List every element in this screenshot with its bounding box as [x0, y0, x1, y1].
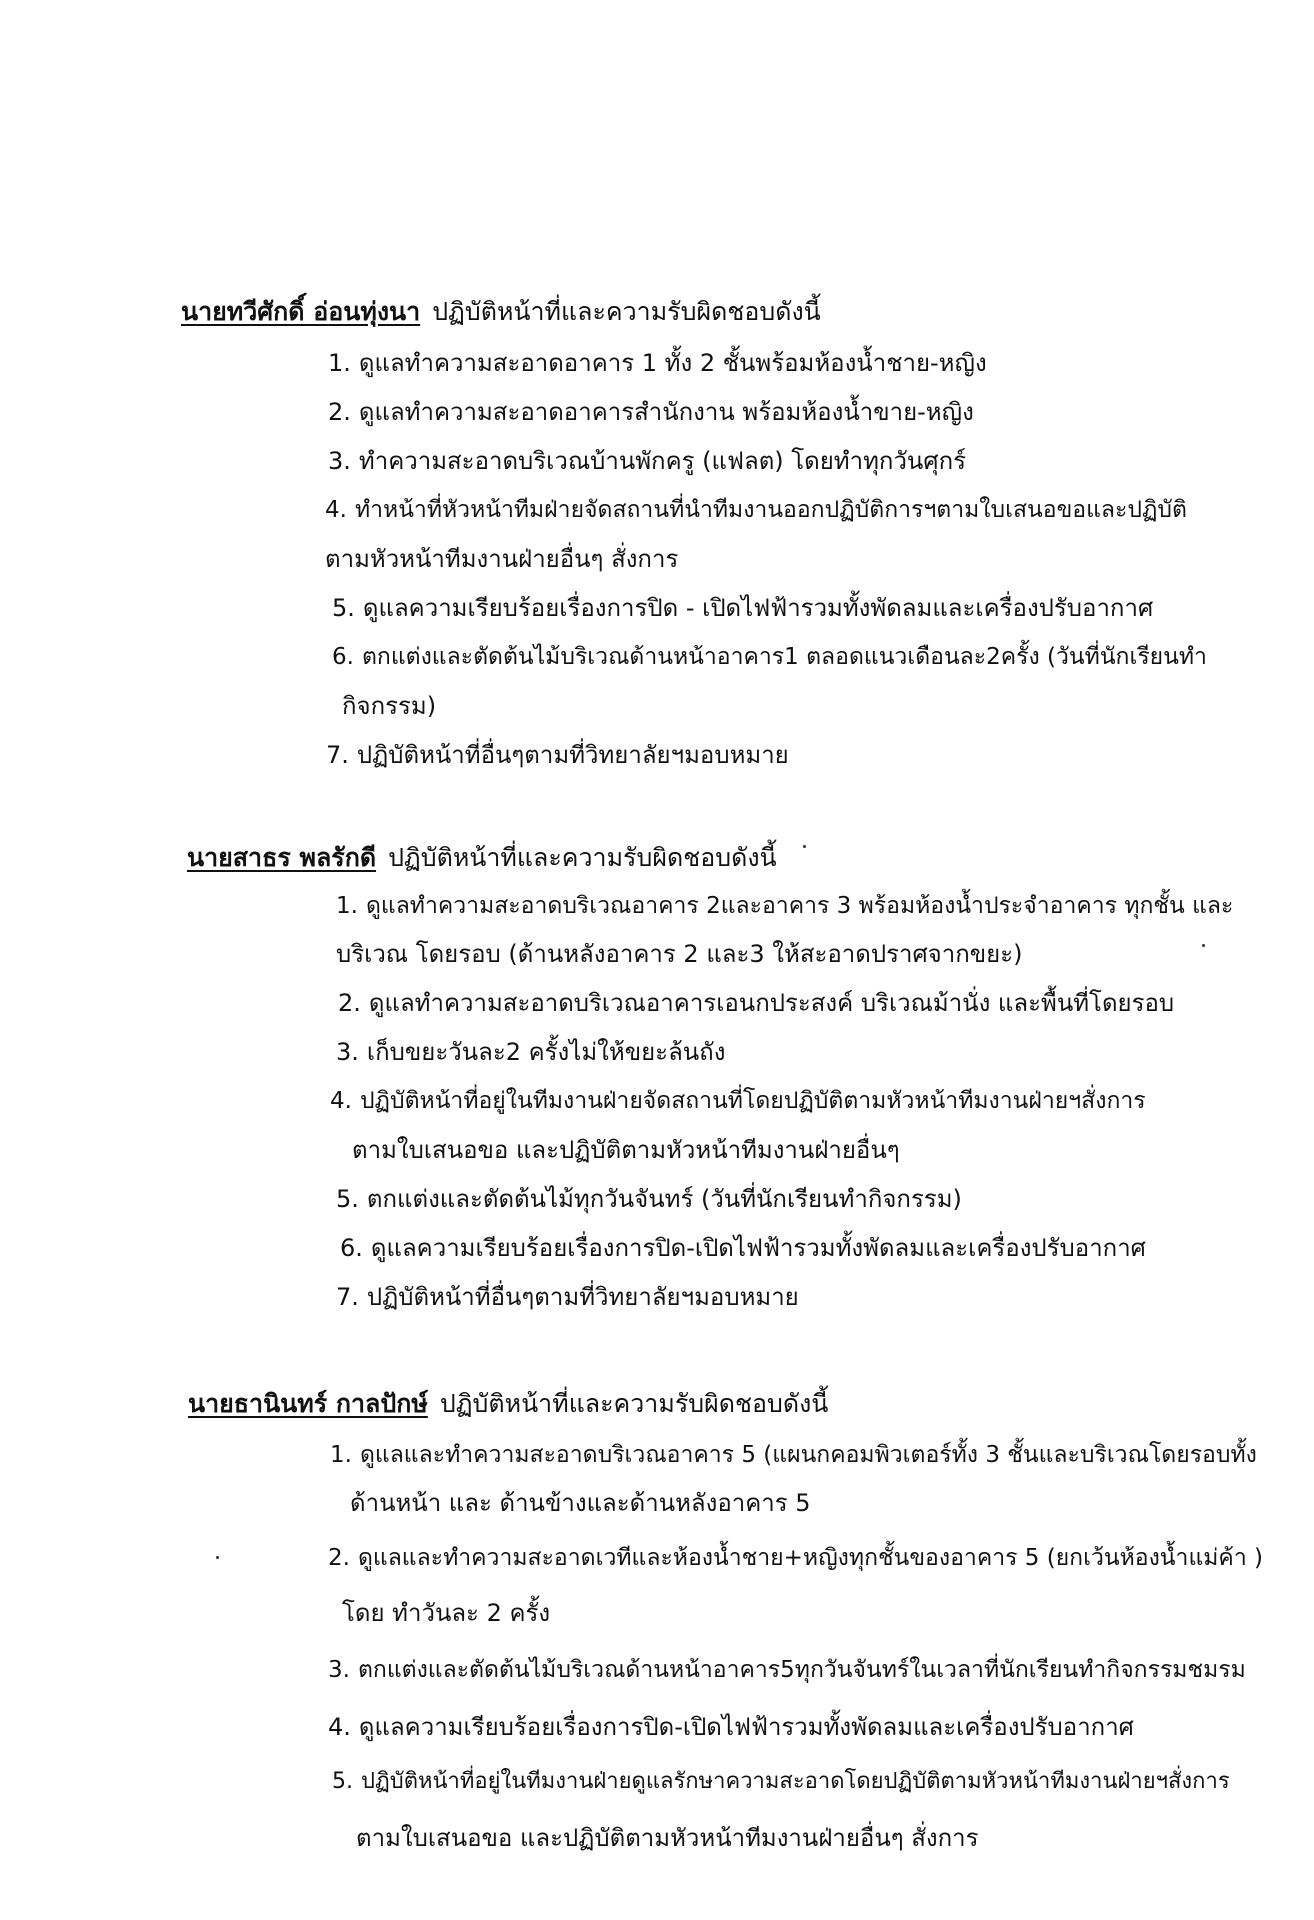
section-header [187, 842, 777, 874]
list-item: 4. ดูแลความเรียบร้อยเรื่องการปิด-เปิดไฟฟ้ารวมทั้งพัดลมและเครื่องปรับอากาศ [328, 1713, 1134, 1741]
person-name: นายสาธร พลรักดี [187, 843, 377, 872]
list-item-continuation: บริเวณ โดยรอบ (ด้านหลังอาคาร 2 และ3 ให้สะอาดปราศจากขยะ) [336, 940, 1023, 968]
list-item: 7. ปฏิบัติหน้าที่อื่นๆตามที่วิทยาลัยฯมอบหมาย [326, 741, 789, 769]
section-header [181, 296, 821, 328]
section-header [188, 1388, 828, 1420]
list-item: 2. ดูแลทำความสะอาดบริเวณอาคารเอนกประสงค์ บริเวณม้านั่ง และพื้นที่โดยรอบ [338, 989, 1175, 1017]
list-item: 5. ดูแลความเรียบร้อยเรื่องการปิด - เปิดไฟฟ้ารวมทั้งพัดลมและเครื่องปรับอากาศ [332, 594, 1154, 622]
list-item: 1. ดูแลทำความสะอาดอาคาร 1 ทั้ง 2 ชั้นพร้อมห้องน้ำชาย-หญิง [328, 349, 987, 377]
list-item: 3. ตกแต่งและตัดต้นไม้บริเวณด้านหน้าอาคาร5ทุกวันจันทร์ในเวลาที่นักเรียนทำกิจกรรมชมรม [328, 1657, 1246, 1683]
person-name: นายทวีศักดิ์ อ่อนทุ่งนา [181, 297, 421, 326]
scan-speck [1202, 944, 1205, 947]
list-item: 6. ตกแต่งและตัดต้นไม้บริเวณด้านหน้าอาคาร1 ตลอดแนวเดือนละ2ครั้ง (วันที่นักเรียนทำ [332, 644, 1207, 670]
list-item: 1. ดูแลและทำความสะอาดบริเวณอาคาร 5 (แผนกคอมพิวเตอร์ทั้ง 3 ชั้นและบริเวณโดยรอบทั้ง [330, 1442, 1257, 1468]
list-item-continuation: กิจกรรม) [342, 692, 437, 720]
list-item: 4. ปฏิบัติหน้าที่อยู่ในทีมงานฝ่ายจัดสถานที่โดยปฏิบัติตามหัวหน้าทีมงานฝ่ายฯสั่งการ [330, 1088, 1146, 1114]
list-item-continuation: โดย ทำวันละ 2 ครั้ง [342, 1599, 551, 1627]
person-name: นายธานินทร์ กาลปักษ์ [188, 1389, 428, 1418]
list-item-continuation: ด้านหน้า และ ด้านข้างและด้านหลังอาคาร 5 [350, 1489, 811, 1517]
list-item: 7. ปฏิบัติหน้าที่อื่นๆตามที่วิทยาลัยฯมอบหมาย [336, 1283, 799, 1311]
list-item-continuation: ตามใบเสนอขอ และปฏิบัติตามหัวหน้าทีมงานฝ่ายอื่นๆ สั่งการ [356, 1824, 979, 1852]
list-item: 5. ปฏิบัติหน้าที่อยู่ในทีมงานฝ่ายดูแลรักษาความสะอาดโดยปฏิบัติตามหัวหน้าทีมงานฝ่ายฯสั่งการ [332, 1769, 1230, 1794]
list-item-continuation: ตามหัวหน้าทีมงานฝ่ายอื่นๆ สั่งการ [325, 545, 679, 573]
list-item: 1. ดูแลทำความสะอาดบริเวณอาคาร 2และอาคาร 3 พร้อมห้องน้ำประจำอาคาร ทุกชั้น และ [336, 893, 1234, 919]
list-item: 6. ดูแลความเรียบร้อยเรื่องการปิด-เปิดไฟฟ้ารวมทั้งพัดลมและเครื่องปรับอากาศ [340, 1234, 1146, 1262]
duty-statement: ปฏิบัติหน้าที่และความรับผิดชอบดังนี้ [432, 297, 821, 326]
duty-statement: ปฏิบัติหน้าที่และความรับผิดชอบดังนี้ [439, 1389, 829, 1418]
list-item: 4. ทำหน้าที่หัวหน้าทีมฝ่ายจัดสถานที่นำทีมงานออกปฏิบัติการฯตามใบเสนอขอและปฏิบัติ [325, 497, 1187, 523]
duty-statement: ปฏิบัติหน้าที่และความรับผิดชอบดังนี้ [388, 843, 777, 872]
list-item: 5. ตกแต่งและตัดต้นไม้ทุกวันจันทร์ (วันที่นักเรียนทำกิจกรรม) [336, 1185, 962, 1213]
scan-speck [803, 845, 806, 848]
list-item-continuation: ตามใบเสนอขอ และปฏิบัติตามหัวหน้าทีมงานฝ่ายอื่นๆ [352, 1136, 900, 1164]
list-item: 2. ดูแลทำความสะอาดอาคารสำนักงาน พร้อมห้องน้ำขาย-หญิง [328, 398, 974, 426]
list-item: 3. ทำความสะอาดบริเวณบ้านพักครู (แฟลต) โดยทำทุกวันศุกร์ [328, 447, 966, 475]
list-item: 2. ดูแลและทำความสะอาดเวทีและห้องน้ำชาย+หญิงทุกชั้นของอาคาร 5 (ยกเว้นห้องน้ำแม่ค้า ) [328, 1545, 1264, 1571]
list-item: 3. เก็บขยะวันละ2 ครั้งไม่ให้ขยะล้นถัง [336, 1038, 726, 1066]
scan-speck [216, 1556, 219, 1559]
